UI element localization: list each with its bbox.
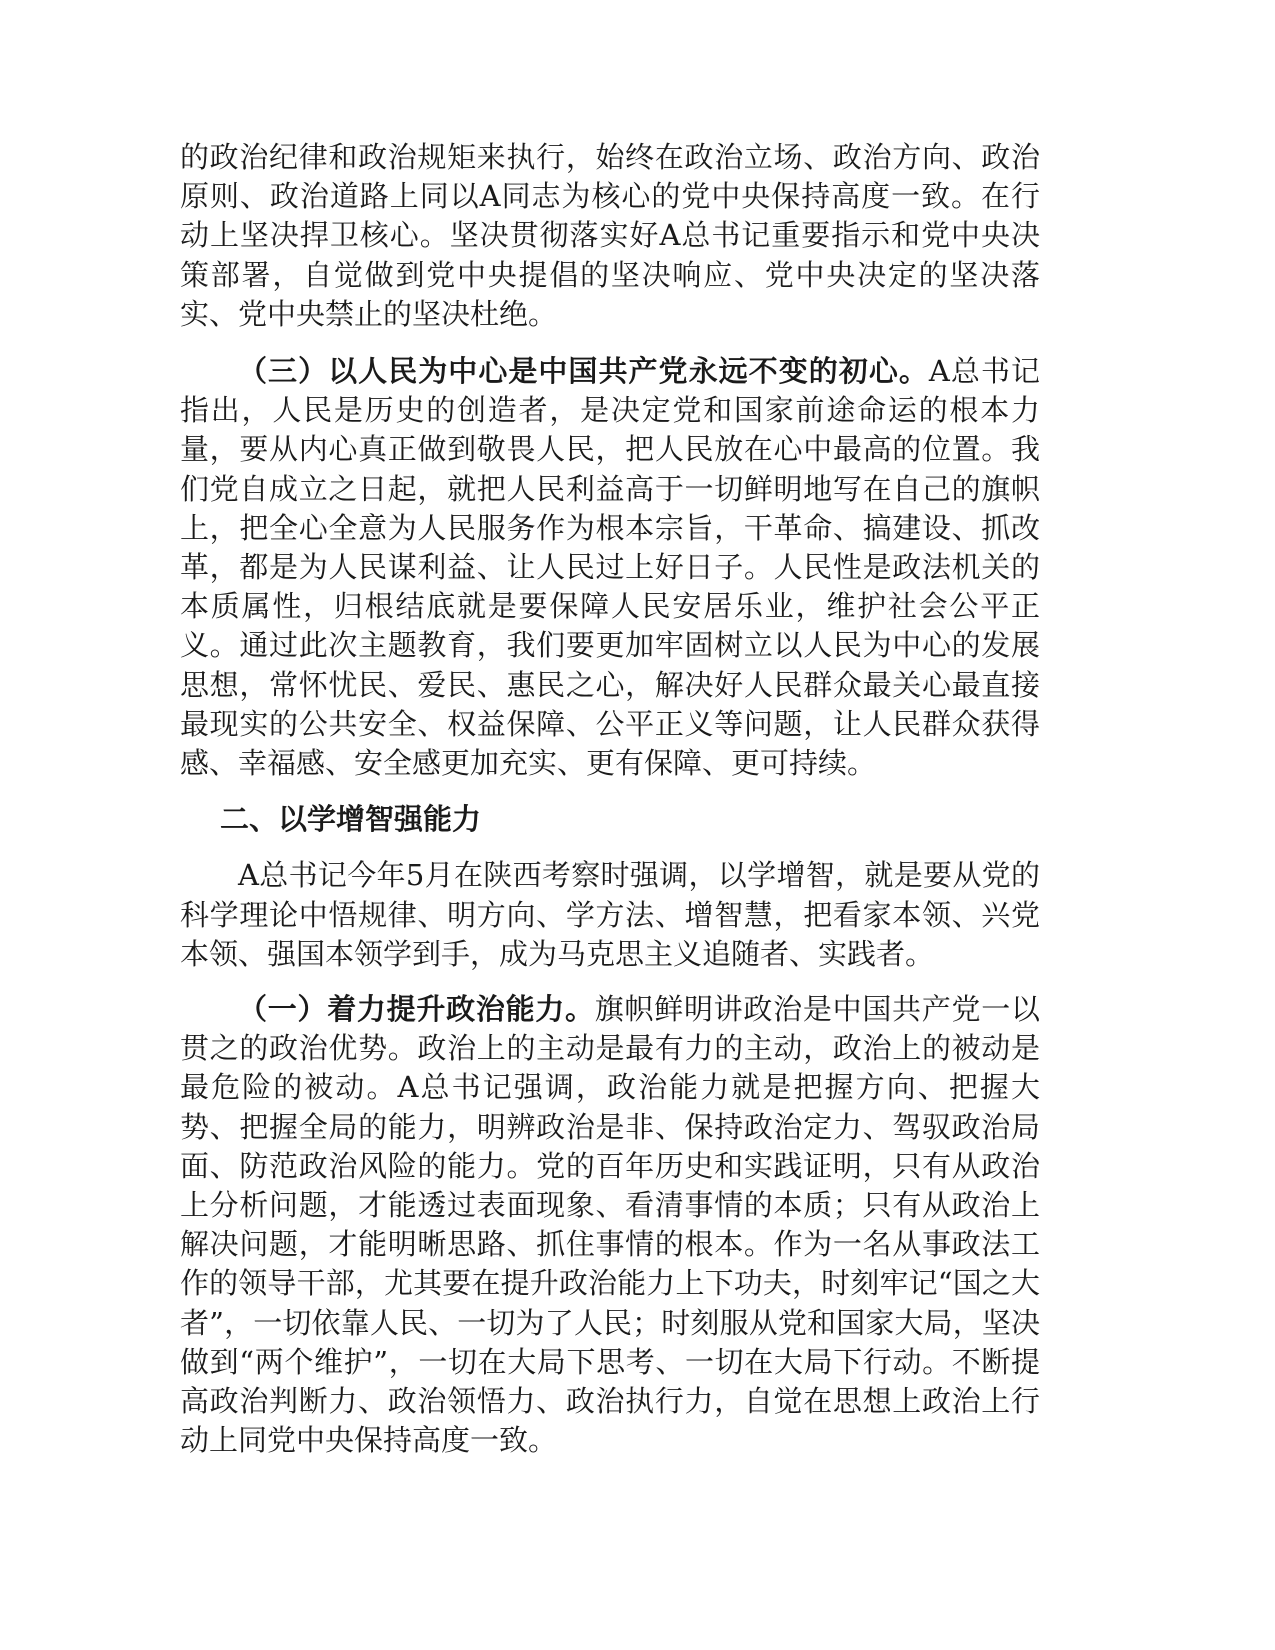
document-page xyxy=(180,138,1040,1479)
paragraph-people-centered xyxy=(180,352,1040,783)
paragraph-body-people-centered: A总书记指出，人民是历史的创造者，是决定党和国家前途命运的根本力量，要从内心真正做到敬畏人民，把人民放在心中最高的位置。我们党自成立之日起，就把人民利益高于一切鲜明地写在自己的旗帜上，把全心全意为人民服务作为根本宗旨，干革命、搞建设、抓改革，都是为人民谋利益、让人民过上好日子。人民性是政法机关的本质属性，归根结底就是要保障人民安居乐业，维护社会公平正义。通过此次主题教育，我们要更加牢固树立以人民为中心的发展思想，常怀忧民、爱民、惠民之心，解决好人民群众最关心最直接最现实的公共安全、权益保障、公平正义等问题，让人民群众获得感、幸福感、安全感更加充实、更有保障、更可持续。 xyxy=(180,354,1040,781)
section-heading-learning: 二、以学增智强能力 xyxy=(220,802,482,837)
paragraph-lead-political-ability: （一）着力提升政治能力。 xyxy=(238,992,595,1027)
paragraph-lead-people-centered: （三）以人民为中心是中国共产党永远不变的初心。 xyxy=(238,354,929,389)
paragraph-political-discipline: 的政治纪律和政治规矩来执行，始终在政治立场、政治方向、政治原则、政治道路上同以A同志为核心的党中央保持高度一致。在行动上坚决捍卫核心。坚决贯彻落实好A总书记重要指示和党中央决策部署，自觉做到党中央提倡的坚决响应、党中央决定的坚决落实、党中央禁止的坚决杜绝。 xyxy=(180,140,1040,331)
paragraph-shaanxi-inspection: A总书记今年5月在陕西考察时强调，以学增智，就是要从党的科学理论中悟规律、明方向、学方法、增智慧，把看家本领、兴党本领、强国本领学到手，成为马克思主义追随者、实践者。 xyxy=(180,858,1040,971)
paragraph-political-ability xyxy=(180,990,1040,1460)
paragraph-body-political-ability: 旗帜鲜明讲政治是中国共产党一以贯之的政治优势。政治上的主动是最有力的主动，政治上的被动是最危险的被动。A总书记强调，政治能力就是把握方向、把握大势、把握全局的能力，明辨政治是非、保持政治定力、驾驭政治局面、防范政治风险的能力。党的百年历史和实践证明，只有从政治上分析问题，才能透过表面现象、看清事情的本质；只有从政治上解决问题，才能明晰思路、抓住事情的根本。作为一名从事政法工作的领导干部，尤其要在提升政治能力上下功夫，时刻牢记“国之大者”，一切依靠人民、一切为了人民；时刻服从党和国家大局，坚决做到“两个维护”，一切在大局下思考、一切在大局下行动。不断提高政治判断力、政治领悟力、政治执行力，自觉在思想上政治上行动上同党中央保持高度一致。 xyxy=(180,992,1040,1458)
